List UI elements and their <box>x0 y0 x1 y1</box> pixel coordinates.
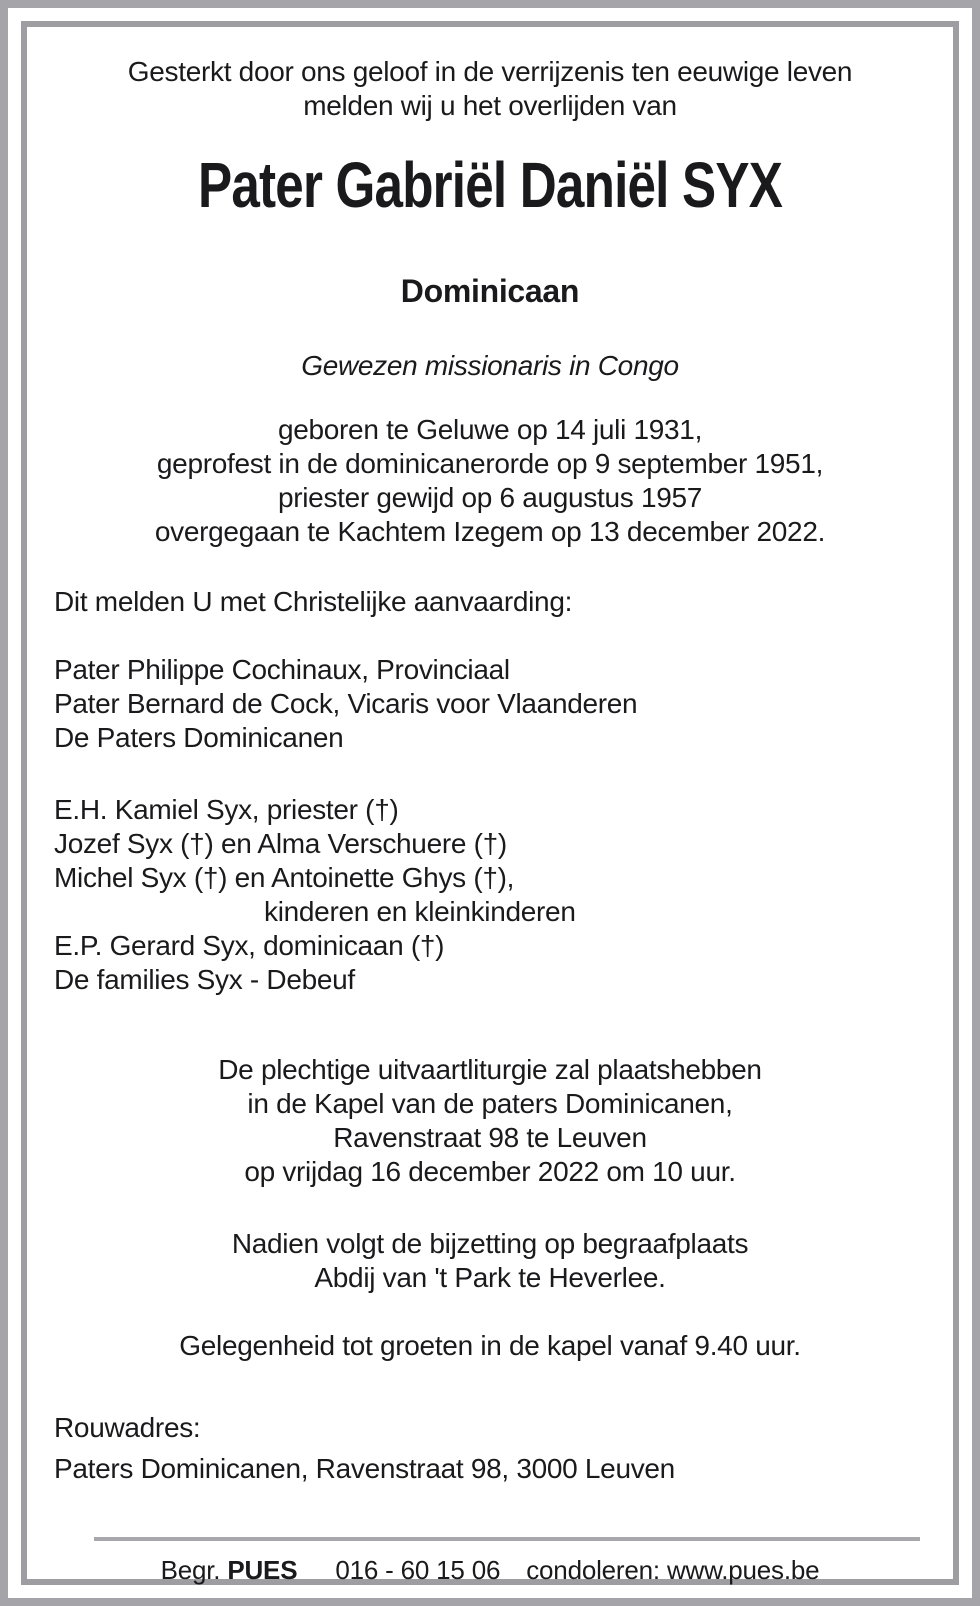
burial-line: Nadien volgt de bijzetting op begraafplaats <box>231 1228 749 1259</box>
religious-order: Dominicaan <box>400 273 580 309</box>
former-role: Gewezen missionaris in Congo <box>301 350 679 381</box>
mourning-address: Paters Dominicanen, Ravenstraat 98, 3000 Leuven <box>54 1453 675 1484</box>
undertaker-phone: 016 - 60 15 06 <box>335 1555 501 1585</box>
life-event-line: geprofest in de dominicanerorde op 9 september 1951, <box>156 448 824 479</box>
condolences-text: condoleren: www.pues.be <box>526 1555 820 1585</box>
family-list <box>54 793 926 997</box>
intro-text <box>54 55 926 123</box>
announcement-line: Dit melden U met Christelijke aanvaarding: <box>54 586 573 617</box>
clergy-line: Pater Philippe Cochinaux, Provinciaal <box>54 654 510 685</box>
intro-line: Gesterkt door ons geloof in de verrijzenis ten eeuwige leven <box>127 56 853 87</box>
family-line: E.H. Kamiel Syx, priester (†) <box>54 794 399 825</box>
undertaker-name: PUES <box>227 1555 298 1585</box>
clergy-line: Pater Bernard de Cock, Vicaris voor Vlaanderen <box>54 688 638 719</box>
mourning-address-label: Rouwadres: <box>54 1412 201 1443</box>
family-line: Jozef Syx (†) en Alma Verschuere (†) <box>54 828 507 859</box>
service-line: Ravenstraat 98 te Leuven <box>333 1122 647 1153</box>
undertaker-footer <box>54 1555 926 1585</box>
life-event-line: geboren te Geluwe op 14 juli 1931, <box>277 414 703 445</box>
obituary-inner-frame <box>21 21 959 1585</box>
greeting-line: Gelegenheid tot groeten in de kapel vanaf 9.40 uur. <box>179 1330 801 1361</box>
funeral-service-block <box>54 1053 926 1189</box>
service-line: in de Kapel van de paters Dominicanen, <box>247 1088 733 1119</box>
burial-block <box>54 1227 926 1295</box>
family-line: E.P. Gerard Syx, dominicaan (†) <box>54 930 445 961</box>
undertaker-label: Begr. <box>160 1555 221 1585</box>
life-events-block <box>54 413 926 549</box>
life-event-line: priester gewijd op 6 augustus 1957 <box>277 482 703 513</box>
service-line: op vrijdag 16 december 2022 om 10 uur. <box>244 1156 736 1187</box>
footer-divider-line <box>94 1537 920 1541</box>
deceased-name-block <box>54 149 926 234</box>
clergy-list <box>54 653 926 755</box>
mourning-address-block <box>54 1411 926 1486</box>
family-line: De families Syx - Debeuf <box>54 964 355 995</box>
clergy-line: De Paters Dominicanen <box>54 722 344 753</box>
deceased-name: Pater Gabriël Daniël SYX <box>197 149 783 221</box>
burial-line: Abdij van 't Park te Heverlee. <box>314 1262 666 1293</box>
family-line-indented: kinderen en kleinkinderen <box>264 896 576 927</box>
service-line: De plechtige uitvaartliturgie zal plaatshebben <box>218 1054 762 1085</box>
intro-line: melden wij u het overlijden van <box>303 90 677 121</box>
family-line: Michel Syx (†) en Antoinette Ghys (†), <box>54 862 515 893</box>
life-event-line: overgegaan te Kachtem Izegem op 13 december 2022. <box>154 516 826 547</box>
